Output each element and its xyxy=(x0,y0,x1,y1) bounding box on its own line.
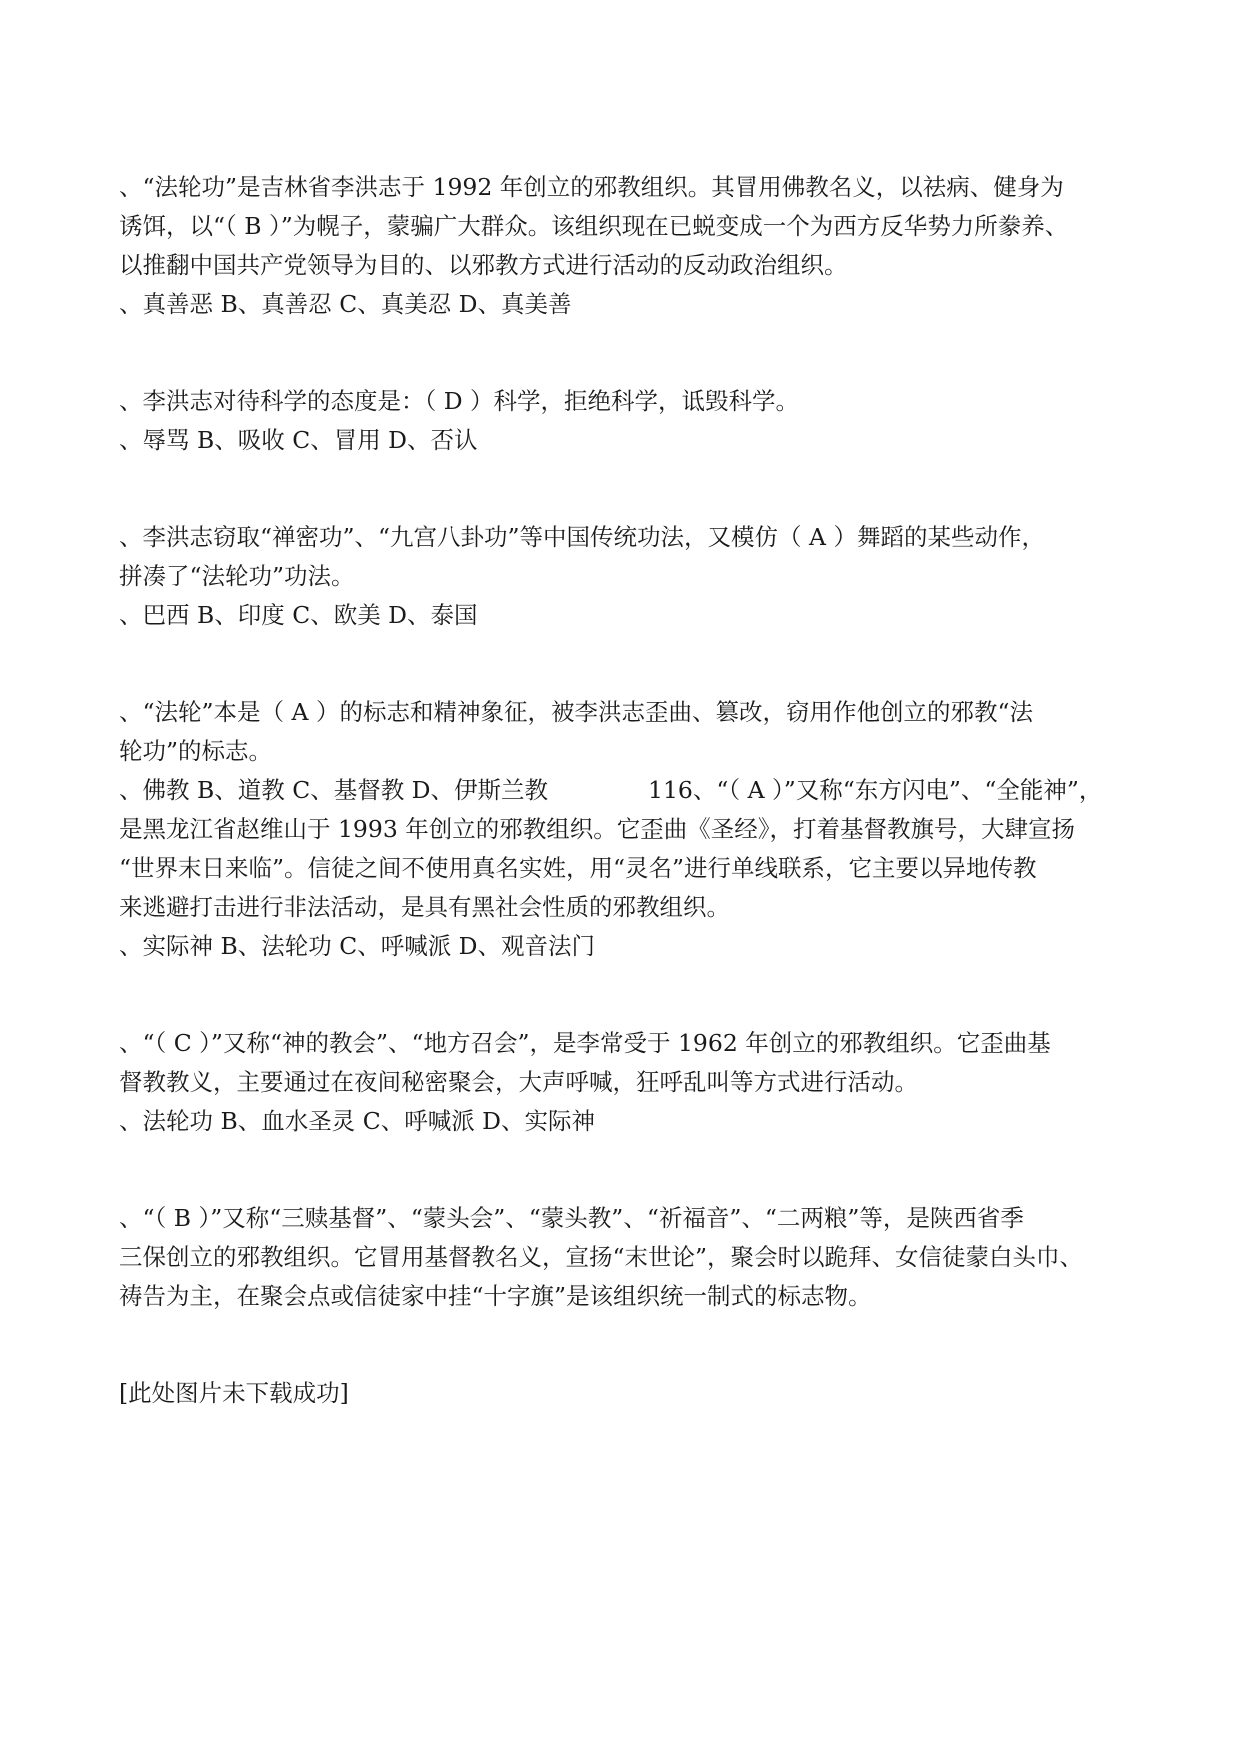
question-7-line-3: 祷告为主，在聚会点或信徒家中挂“十字旗”是该组织统一制式的标志物。 xyxy=(119,1282,872,1310)
spacer xyxy=(119,1141,1129,1199)
question-4-options: 、佛教 B、道教 C、基督教 D、伊斯兰教 xyxy=(119,776,549,804)
question-3-line-2: 拼凑了“法轮功”功法。 xyxy=(119,562,355,590)
question-6-options: 、法轮功 B、血水圣灵 C、呼喊派 D、实际神 xyxy=(119,1107,596,1135)
question-2-line-1: 、李洪志对待科学的态度是：（ D ）科学，拒绝科学，诋毁科学。 xyxy=(119,387,800,415)
question-4-line-2: 轮功”的标志。 xyxy=(119,737,273,765)
question-5-line-start: 116、“（ A ）”又称“东方闪电”、“全能神”， xyxy=(648,776,1103,804)
document-page xyxy=(119,168,1129,1413)
question-5-options: 、实际神 B、法轮功 C、呼喊派 D、观音法门 xyxy=(119,932,596,960)
question-1-line-2: 诱饵，以“（ B ）”为幌子，蒙骗广大群众。该组织现在已蜕变成一个为西方反华势力所豢养、 xyxy=(119,212,1069,240)
question-4-line-1: 、“法轮”本是（ A ）的标志和精神象征，被李洪志歪曲、篡改，窃用作他创立的邪教“法 xyxy=(119,698,1033,726)
question-4-options-row xyxy=(119,771,1129,810)
question-1-line-1: 、“法轮功”是吉林省李洪志于 1992 年创立的邪教组织。其冒用佛教名义，以祛病、健身为 xyxy=(119,173,1064,201)
question-7-line-2: 三保创立的邪教组织。它冒用基督教名义，宣扬“末世论”，聚会时以跪拜、女信徒蒙白头巾、 xyxy=(119,1243,1084,1271)
spacer xyxy=(119,460,1129,518)
question-6-line-2: 督教教义，主要通过在夜间秘密聚会，大声呼喊，狂呼乱叫等方式进行活动。 xyxy=(119,1068,918,1096)
question-7-line-1: 、“（ B ）”又称“三赎基督”、“蒙头会”、“蒙头教”、“祈福音”、“二两粮”等，是陕西省季 xyxy=(119,1204,1024,1232)
question-3-options: 、巴西 B、印度 C、欧美 D、泰国 xyxy=(119,601,478,629)
question-6-line-1: 、“（ C ）”又称“神的教会”、“地方召会”，是李常受于 1962 年创立的邪教组织。它歪曲基 xyxy=(119,1029,1051,1057)
spacer xyxy=(119,966,1129,1024)
question-5-line-4: 来逃避打击进行非法活动，是具有黑社会性质的邪教组织。 xyxy=(119,893,730,921)
question-1-options: 、真善恶 B、真善忍 C、真美忍 D、真美善 xyxy=(119,290,572,318)
question-1-line-3: 以推翻中国共产党领导为目的、以邪教方式进行活动的反动政治组织。 xyxy=(119,251,848,279)
question-2-options: 、辱骂 B、吸收 C、冒用 D、否认 xyxy=(119,426,478,454)
image-placeholder-text: [此处图片未下载成功] xyxy=(119,1379,349,1407)
spacer xyxy=(119,1316,1129,1374)
question-3-line-1: 、李洪志窃取“禅密功”、“九宫八卦功”等中国传统功法，又模仿（ A ）舞蹈的某些动作， xyxy=(119,523,1045,551)
spacer xyxy=(119,635,1129,693)
question-5-line-3: “世界末日来临”。信徒之间不使用真名实姓，用“灵名”进行单线联系，它主要以异地传教 xyxy=(119,854,1037,882)
spacer xyxy=(119,324,1129,382)
question-5-line-2: 是黑龙江省赵维山于 1993 年创立的邪教组织。它歪曲《圣经》，打着基督教旗号，大肆宣扬 xyxy=(119,815,1075,843)
